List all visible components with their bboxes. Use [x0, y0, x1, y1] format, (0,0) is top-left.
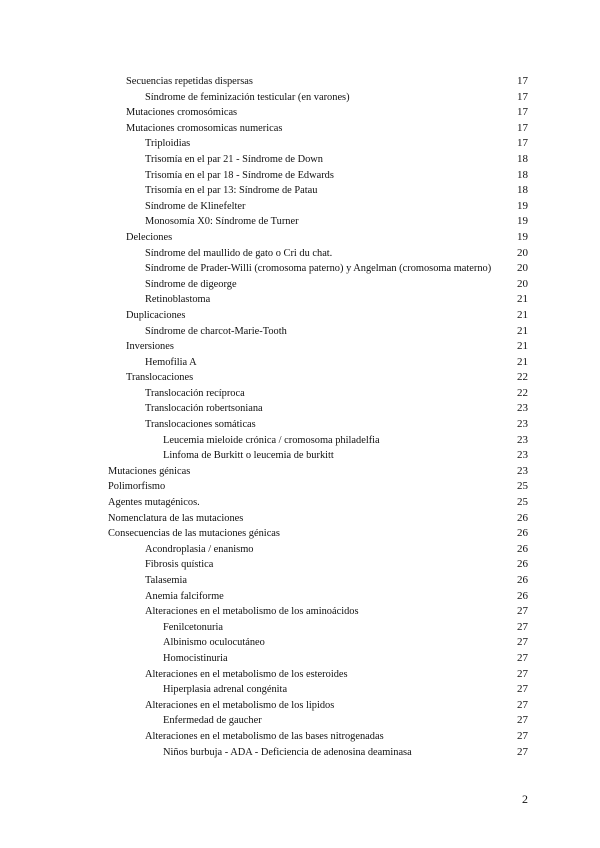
toc-entry-page: 19: [517, 230, 528, 243]
toc-entry[interactable]: [108, 74, 528, 90]
toc-entry-page: 21: [517, 355, 528, 368]
toc-entry[interactable]: [108, 152, 528, 168]
toc-entry[interactable]: [108, 370, 528, 386]
toc-entry[interactable]: [108, 339, 528, 355]
toc-entry-page: 19: [517, 199, 528, 212]
toc-entry[interactable]: [108, 433, 528, 449]
toc-entry-title: Translocaciones: [126, 372, 194, 384]
toc-entry-page: 21: [517, 340, 528, 353]
toc-entry-title: Fenilcetonuria: [163, 621, 224, 633]
toc-entry-page: 17: [517, 121, 528, 134]
toc-entry[interactable]: [108, 386, 528, 402]
toc-entry[interactable]: [108, 667, 528, 683]
toc-entry-title: Trisomía en el par 18 - Síndrome de Edwards: [145, 169, 334, 181]
toc-entry-title: Alteraciones en el metabolismo de los lipidos: [145, 699, 335, 711]
toc-entry-page: 21: [517, 308, 528, 321]
toc-entry-title: Síndrome de Prader-Willi (cromosoma paterno) y Angelman (cromosoma materno): [145, 263, 492, 275]
toc-entry-title: Hemofilia A: [145, 356, 197, 368]
toc-entry-title: Deleciones: [126, 231, 173, 243]
toc-entry-page: 27: [517, 714, 528, 727]
toc-entry-title: Alteraciones en el metabolismo de las bases nitrogenadas: [145, 730, 384, 742]
toc-entry-title: Talasemia: [145, 575, 187, 586]
toc-entry-page: 23: [517, 418, 528, 431]
toc-entry-title: Translocaciones somáticas: [145, 419, 256, 431]
toc-entry-page: 20: [517, 262, 528, 275]
toc-entry[interactable]: [108, 417, 528, 433]
toc-entry-title: Acondroplasia / enanismo: [145, 543, 254, 555]
toc-entry[interactable]: [108, 292, 528, 308]
toc-entry-page: 26: [517, 558, 528, 571]
toc-entry[interactable]: [108, 573, 528, 589]
toc-entry[interactable]: [108, 214, 528, 230]
toc-entry[interactable]: [108, 479, 528, 495]
toc-entry[interactable]: [108, 324, 528, 340]
toc-entry[interactable]: [108, 495, 528, 511]
toc-entry-page: 27: [517, 745, 528, 758]
toc-entry-page: 27: [517, 698, 528, 711]
toc-entry[interactable]: [108, 308, 528, 324]
toc-entry[interactable]: [108, 355, 528, 371]
toc-entry-title: Translocación recíproca: [145, 387, 245, 399]
toc-entry-page: 25: [517, 480, 528, 493]
toc-entry-title: Duplicaciones: [126, 309, 186, 321]
toc-entry-title: Síndrome de charcot-Marie-Tooth: [145, 325, 287, 337]
toc-entry[interactable]: [108, 745, 528, 761]
toc-entry-page: 18: [517, 152, 528, 165]
toc-entry-page: 20: [517, 277, 528, 290]
toc-entry-page: 27: [517, 729, 528, 742]
toc-entry[interactable]: [108, 635, 528, 651]
toc-entry-title: Leucemia mieloide crónica / cromosoma philadelfia: [163, 434, 380, 446]
toc-entry-page: 27: [517, 651, 528, 664]
toc-entry[interactable]: [108, 511, 528, 527]
toc-entry[interactable]: [108, 90, 528, 106]
toc-entry[interactable]: [108, 542, 528, 558]
toc-entry-page: 27: [517, 605, 528, 618]
toc-entry-page: 20: [517, 246, 528, 259]
toc-entry[interactable]: [108, 401, 528, 417]
toc-entry[interactable]: [108, 246, 528, 262]
toc-entry[interactable]: [108, 557, 528, 573]
toc-entry-title: Consecuencias de las mutaciones génicas: [108, 528, 280, 540]
toc-entry-title: Hiperplasia adrenal congénita: [163, 684, 288, 696]
toc-entry[interactable]: [108, 183, 528, 199]
toc-entry-page: 23: [517, 433, 528, 446]
toc-entry[interactable]: [108, 168, 528, 184]
toc-entry[interactable]: [108, 651, 528, 667]
toc-entry-title: Síndrome del maullido de gato o Cri du chat.: [145, 247, 333, 259]
page-number: 2: [522, 792, 528, 806]
toc-entry-title: Fibrosis quística: [145, 559, 214, 571]
toc-entry-page: 22: [517, 386, 528, 399]
toc-entry[interactable]: [108, 620, 528, 636]
toc-entry[interactable]: [108, 604, 528, 620]
toc-entry-title: Mutaciones cromosomicas numericas: [126, 122, 283, 134]
toc-entry-page: 26: [517, 511, 528, 524]
toc-entry-title: Trisomía en el par 21 - Síndrome de Down: [145, 153, 323, 165]
toc-entry-title: Agentes mutagénicos.: [108, 497, 200, 509]
toc-entry[interactable]: [108, 448, 528, 464]
toc-entry-page: 27: [517, 683, 528, 696]
toc-entry-page: 26: [517, 574, 528, 586]
toc-entry-title: Retinoblastoma: [145, 294, 211, 306]
toc-entry-title: Homocistinuria: [163, 652, 228, 664]
toc-entry-title: Translocación robertsoniana: [145, 403, 263, 415]
toc-entry-title: Inversiones: [126, 341, 174, 353]
toc-entry-page: 17: [517, 90, 528, 103]
toc-entry-page: 26: [517, 527, 528, 540]
toc-entry[interactable]: [108, 698, 528, 714]
toc-entry-title: Nomenclatura de las mutaciones: [108, 512, 244, 524]
toc-entry-title: Anemia falciforme: [145, 590, 224, 602]
toc-entry-page: 27: [517, 620, 528, 633]
toc-entry-page: 17: [517, 137, 528, 150]
toc-entry-page: 21: [517, 293, 528, 306]
toc-entry-title: Enfermedad de gaucher: [163, 715, 262, 727]
toc-entry[interactable]: [108, 713, 528, 729]
toc-entry[interactable]: [108, 230, 528, 246]
toc-entry[interactable]: [108, 136, 528, 152]
toc-entry[interactable]: [108, 526, 528, 542]
toc-entry-title: Mutaciones génicas: [108, 465, 191, 477]
toc-entry-title: Alteraciones en el metabolismo de los esteroides: [145, 668, 348, 680]
toc-entry-page: 23: [517, 402, 528, 415]
toc-entry-title: Albinismo oculocutáneo: [163, 637, 265, 649]
toc-entry-page: 21: [517, 324, 528, 337]
toc-entry[interactable]: [108, 121, 528, 137]
toc-entry[interactable]: [108, 589, 528, 605]
toc-entry[interactable]: [108, 682, 528, 698]
toc-entry-title: Linfoma de Burkitt o leucemia de burkitt: [163, 450, 334, 462]
toc-entry-title: Mutaciones cromosómicas: [126, 107, 238, 119]
toc-entry-page: 17: [517, 75, 528, 87]
toc-entry-page: 23: [517, 464, 528, 477]
toc-entry-title: Síndrome de digeorge: [145, 278, 237, 290]
toc-entry-title: Secuencias repetidas dispersas: [126, 76, 253, 87]
toc-entry[interactable]: [108, 464, 528, 480]
toc-entry-page: 22: [517, 371, 528, 384]
toc-entry-title: Triploidias: [145, 138, 191, 150]
toc-entry[interactable]: [108, 729, 528, 745]
toc-entry-page: 26: [517, 542, 528, 555]
toc-entry-page: 19: [517, 215, 528, 228]
toc-entry-title: Polimorfismo: [108, 481, 166, 493]
toc-entry[interactable]: [108, 199, 528, 215]
toc-entry-title: Síndrome de feminización testicular (en varones): [145, 91, 350, 103]
toc-entry-title: Alteraciones en el metabolismo de los aminoácidos: [145, 606, 359, 618]
toc-entry-page: 27: [517, 636, 528, 649]
toc-entry-page: 17: [517, 106, 528, 119]
toc-entry-title: Monosomía X0: Síndrome de Turner: [145, 216, 299, 228]
toc-entry-page: 25: [517, 496, 528, 509]
toc-entry[interactable]: [108, 105, 528, 121]
toc-entry[interactable]: [108, 277, 528, 293]
toc-entry-page: 27: [517, 667, 528, 680]
toc-entry-page: 18: [517, 168, 528, 181]
table-of-contents: [108, 74, 528, 760]
toc-entry[interactable]: [108, 261, 528, 277]
toc-entry-page: 18: [517, 184, 528, 197]
toc-entry-page: 23: [517, 449, 528, 462]
toc-entry-page: 26: [517, 589, 528, 602]
toc-entry-title: Síndrome de Klinefelter: [145, 200, 246, 212]
toc-entry-title: Niños burbuja - ADA - Deficiencia de adenosina deaminasa: [163, 746, 412, 758]
toc-entry-title: Trisomía en el par 13: Síndrome de Patau: [145, 185, 318, 197]
